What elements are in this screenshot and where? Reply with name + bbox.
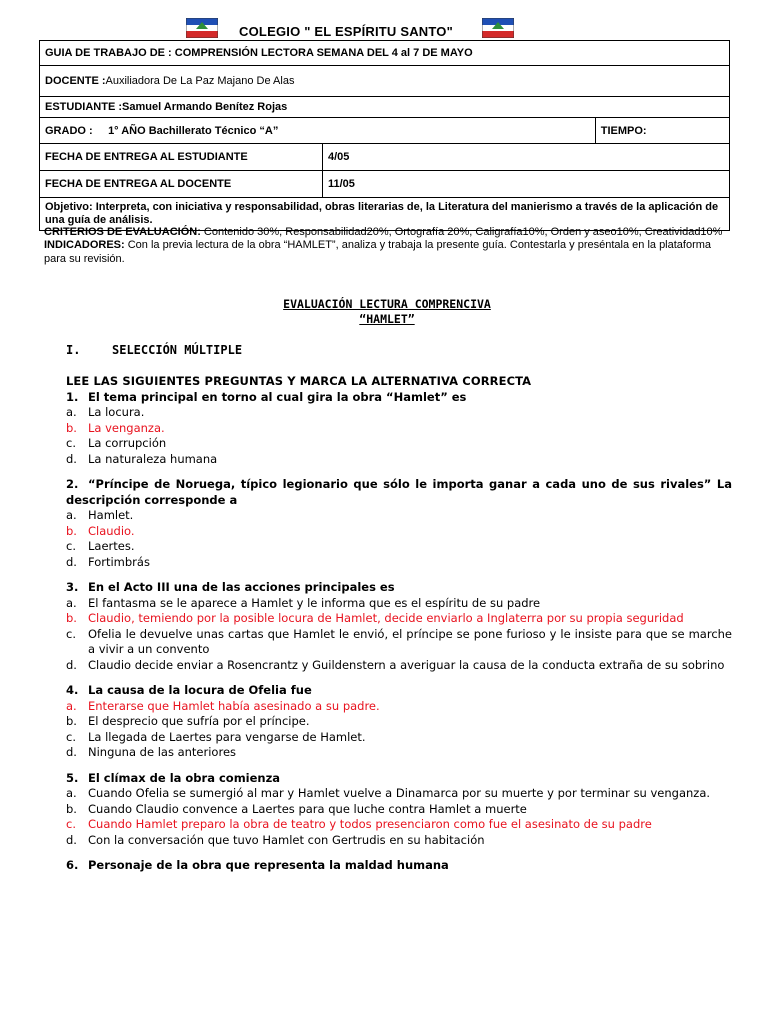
option-text: Fortimbrás: [88, 554, 150, 569]
criterios-line: [44, 226, 730, 239]
option-text: Cuando Hamlet preparo la obra de teatro y todos presenciaron como fue el asesinato de su padre: [88, 817, 652, 831]
option-text: Claudio, temiendo por la posible locura de Hamlet, decide enviarlo a Inglaterra por su propia seguridad: [88, 611, 684, 625]
question-number: 1.: [66, 389, 79, 404]
question-1-options: [66, 405, 732, 467]
question-3: [66, 580, 732, 596]
option-letter: b.: [66, 420, 77, 435]
option-letter: b.: [66, 801, 77, 816]
tiempo-label: TIEMPO:: [600, 124, 647, 137]
question-5: [66, 771, 732, 787]
indicadores-value: Con la previa lectura de la obra “HAMLET”, analiza y trabaja la presente guía. Contestarla y preséntala en la plataforma para su revisión.: [44, 239, 712, 265]
option-text: Claudio decide enviar a Rosencrantz y Guildenstern a averiguar la causa de la conducta extraña de su sobrino: [88, 657, 725, 672]
option-letter: c.: [66, 817, 76, 831]
option-letter: d.: [66, 745, 77, 759]
option-letter: a.: [66, 698, 77, 713]
evaluation-subtitle: [44, 312, 730, 326]
fecha-estudiante-label: FECHA DE ENTREGA AL ESTUDIANTE: [45, 151, 248, 163]
criterios-label: CRITERIOS DE EVALUACIÓN:: [44, 226, 201, 238]
fecha-estudiante-value: 4/05: [328, 151, 350, 163]
row-estudiante: [40, 97, 730, 118]
option-answer[interactable]: [66, 524, 732, 540]
option-letter: a.: [66, 595, 77, 610]
row-docente: [40, 66, 730, 97]
indicadores-label: INDICADORES:: [44, 239, 125, 252]
question-2: [66, 477, 732, 508]
option-text: La locura.: [88, 405, 145, 419]
question-3-options: [66, 596, 732, 674]
evaluation-title-text: EVALUACIÓN LECTURA COMPRENCIVA: [283, 297, 491, 311]
objetivo-value: Interpreta, con iniciativa y responsabilidad, obras literarias de, la Literatura del manierismo a través de la aplicación de una guía de análisis.: [45, 201, 719, 226]
option-letter: d.: [66, 451, 77, 466]
option-answer[interactable]: [66, 699, 732, 715]
option[interactable]: [66, 555, 732, 571]
question-text: La causa de la locura de Ofelia fue: [88, 683, 312, 697]
criteria-block: [44, 226, 730, 266]
option[interactable]: [66, 802, 732, 818]
option-letter: d.: [66, 554, 77, 569]
info-table: [39, 40, 730, 231]
criterios-value: Contenido 30%, Responsabilidad20%, Ortografía 20%, Caligrafía10%, Orden y aseo10%, Creatividad10%: [200, 226, 723, 238]
grado-value: 1° AÑO Bachillerato Técnico “A”: [108, 124, 279, 137]
option-text: Con la conversación que tuvo Hamlet con Gertrudis en su habitación: [88, 832, 485, 847]
question-number: 2.: [66, 477, 79, 491]
option-text: La naturaleza humana: [88, 451, 218, 466]
option-text: Hamlet.: [88, 508, 134, 522]
guia-value: COMPRENSIÓN LECTORA SEMANA DEL 4 al 7 DE MAYO: [174, 47, 473, 59]
question-number: 6.: [66, 858, 79, 872]
option[interactable]: [66, 436, 732, 452]
question-number: 3.: [66, 580, 79, 594]
question-text: Personaje de la obra que representa la maldad humana: [88, 858, 449, 872]
fecha-docente-value: 11/05: [328, 178, 355, 190]
section-title: SELECCIÓN MÚLTIPLE: [112, 343, 243, 357]
option-text: Laertes.: [88, 539, 135, 553]
option[interactable]: [66, 508, 732, 524]
option[interactable]: [66, 405, 732, 421]
option-letter: c.: [66, 539, 76, 553]
option-letter: b.: [66, 611, 77, 625]
docente-value: Auxiliadora De La Paz Majano De Alas: [105, 75, 295, 87]
evaluation-subtitle-text: “HAMLET”: [359, 312, 415, 326]
school-title: [186, 20, 506, 42]
option-letter: c.: [66, 729, 76, 744]
indicadores-line: [44, 239, 730, 266]
option-text: La corrupción: [88, 436, 167, 450]
question-text: “Príncipe de Noruega, típico legionario que sólo le importa ganar a cada uno de sus rivales” La descripción corresponde a: [66, 477, 732, 507]
section-heading: [66, 343, 242, 357]
estudiante-label: ESTUDIANTE :: [45, 101, 122, 113]
option-answer[interactable]: [66, 611, 732, 627]
option-text: Cuando Ofelia se sumergió al mar y Hamlet vuelve a Dinamarca por su muerte y por terminar su venganza.: [88, 786, 711, 800]
school-flag-icon: [482, 18, 514, 38]
option[interactable]: [66, 730, 732, 746]
question-text: El tema principal en torno al cual gira la obra “Hamlet” es: [88, 389, 467, 404]
option-answer[interactable]: [66, 421, 732, 437]
option-text: La llegada de Laertes para vengarse de Hamlet.: [88, 729, 366, 744]
estudiante-value: Samuel Armando Benítez Rojas: [122, 101, 288, 113]
guia-label: GUIA DE TRABAJO DE :: [45, 47, 172, 59]
option-letter: a.: [66, 508, 77, 522]
option[interactable]: [66, 539, 732, 555]
school-title-text: COLEGIO " EL ESPÍRITU SANTO": [239, 23, 453, 39]
evaluation-title: [44, 297, 730, 311]
option[interactable]: [66, 745, 732, 761]
row-fecha-docente: [40, 171, 730, 198]
objetivo-label: Objetivo:: [45, 201, 93, 213]
option-answer[interactable]: [66, 817, 732, 833]
question-6: [66, 858, 732, 874]
option-letter: b.: [66, 523, 77, 538]
fecha-docente-label: FECHA DE ENTREGA AL DOCENTE: [45, 178, 232, 190]
question-4-options: [66, 699, 732, 761]
docente-label: DOCENTE :: [45, 75, 106, 87]
option[interactable]: [66, 658, 732, 674]
question-2-options: [66, 508, 732, 570]
option-text: Enterarse que Hamlet había asesinado a su padre.: [88, 698, 380, 713]
option[interactable]: [66, 714, 732, 730]
option-letter: a.: [66, 786, 77, 800]
row-fecha-estudiante: [40, 144, 730, 171]
question-number: 4.: [66, 683, 79, 697]
option-letter: d.: [66, 657, 77, 672]
option[interactable]: [66, 452, 732, 468]
question-1: [66, 390, 732, 406]
option[interactable]: [66, 833, 732, 849]
option[interactable]: [66, 786, 732, 802]
option-text: La venganza.: [88, 420, 165, 435]
row-guia: [40, 41, 730, 66]
option-text: Cuando Claudio convence a Laertes para que luche contra Hamlet a muerte: [88, 801, 527, 816]
option-text: Ofelia le devuelve unas cartas que Hamlet le envió, el príncipe se pone furioso y le insiste para que se marche a vivir a un convento: [88, 626, 732, 656]
option-letter: a.: [66, 405, 77, 419]
question-5-options: [66, 786, 732, 848]
questions-container: [66, 374, 732, 874]
option-text: El fantasma se le aparece a Hamlet y le informa que es el espíritu de su padre: [88, 595, 541, 610]
instructions: LEE LAS SIGUIENTES PREGUNTAS Y MARCA LA ALTERNATIVA CORRECTA: [66, 374, 532, 388]
option-letter: b.: [66, 714, 77, 728]
option-letter: c.: [66, 436, 76, 450]
section-number: I.: [66, 343, 81, 357]
option-text: Claudio.: [88, 523, 135, 538]
grado-label: GRADO :: [45, 124, 93, 137]
option[interactable]: [66, 596, 732, 612]
option-text: Ninguna de las anteriores: [88, 745, 237, 759]
row-grado: [40, 118, 730, 144]
option[interactable]: [66, 627, 732, 658]
question-text: El clímax de la obra comienza: [88, 770, 281, 785]
question-number: 5.: [66, 770, 79, 785]
question-text: En el Acto III una de las acciones principales es: [88, 580, 395, 594]
option-letter: c.: [66, 626, 76, 641]
question-4: [66, 683, 732, 699]
option-letter: d.: [66, 832, 77, 847]
option-text: El desprecio que sufría por el príncipe.: [88, 714, 310, 728]
